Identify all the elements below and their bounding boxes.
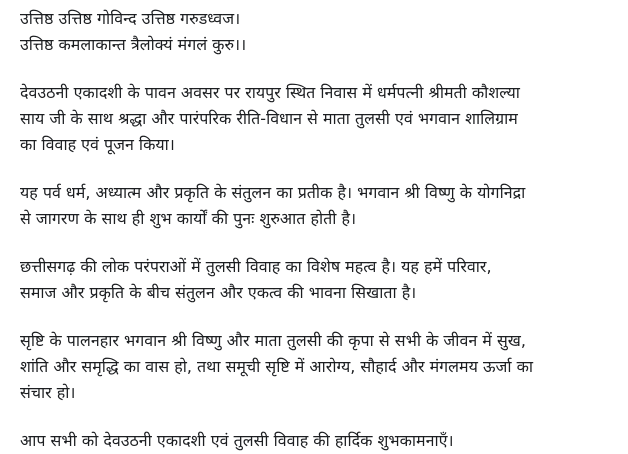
post-paragraph-festival-meaning: यह पर्व धर्म, अध्यात्म और प्रकृति के संतुलन का प्रतीक है। भगवान श्री विष्णु के योगनिद्रा से जागरण के साथ ही शुभ कार्यों की पुनः शुरुआत होती है। <box>20 183 526 228</box>
post-paragraph-tradition: छत्तीसगढ़ की लोक परंपराओं में तुलसी विवाह का विशेष महत्व है। यह हमें परिवार, समाज और प्रकृति के बीच संतुलन और एकत्व की भावना सिखाता है। <box>20 257 492 302</box>
post-paragraph-greeting: आप सभी को देवउठनी एकादशी एवं तुलसी विवाह की हार्दिक शुभकामनाएँ। <box>20 431 454 450</box>
post-body <box>20 6 620 454</box>
post-paragraph-worship: देवउठनी एकादशी के पावन अवसर पर रायपुर स्थित निवास में धर्मपत्नी श्रीमती कौशल्या साय जी के साथ श्रद्धा और पारंपरिक रीति-विधान से माता तुलसी एवं भगवान शालिग्राम का विवाह एवं पूजन किया। <box>20 83 520 154</box>
post-paragraph-shloka: उत्तिष्ठ उत्तिष्ठ गोविन्द उत्तिष्ठ गरुडध्वज। उत्तिष्ठ कमलाकान्त त्रैलोक्यं मंगलं कुरु।। <box>20 9 247 54</box>
post-paragraph-blessing: सृष्टि के पालनहार भगवान श्री विष्णु और माता तुलसी की कृपा से सभी के जीवन में सुख, शांति और समृद्धि का वास हो, तथा समूची सृष्टि में आरोग्य, सौहार्द और मंगलमय ऊर्जा का संचार हो। <box>20 331 534 402</box>
